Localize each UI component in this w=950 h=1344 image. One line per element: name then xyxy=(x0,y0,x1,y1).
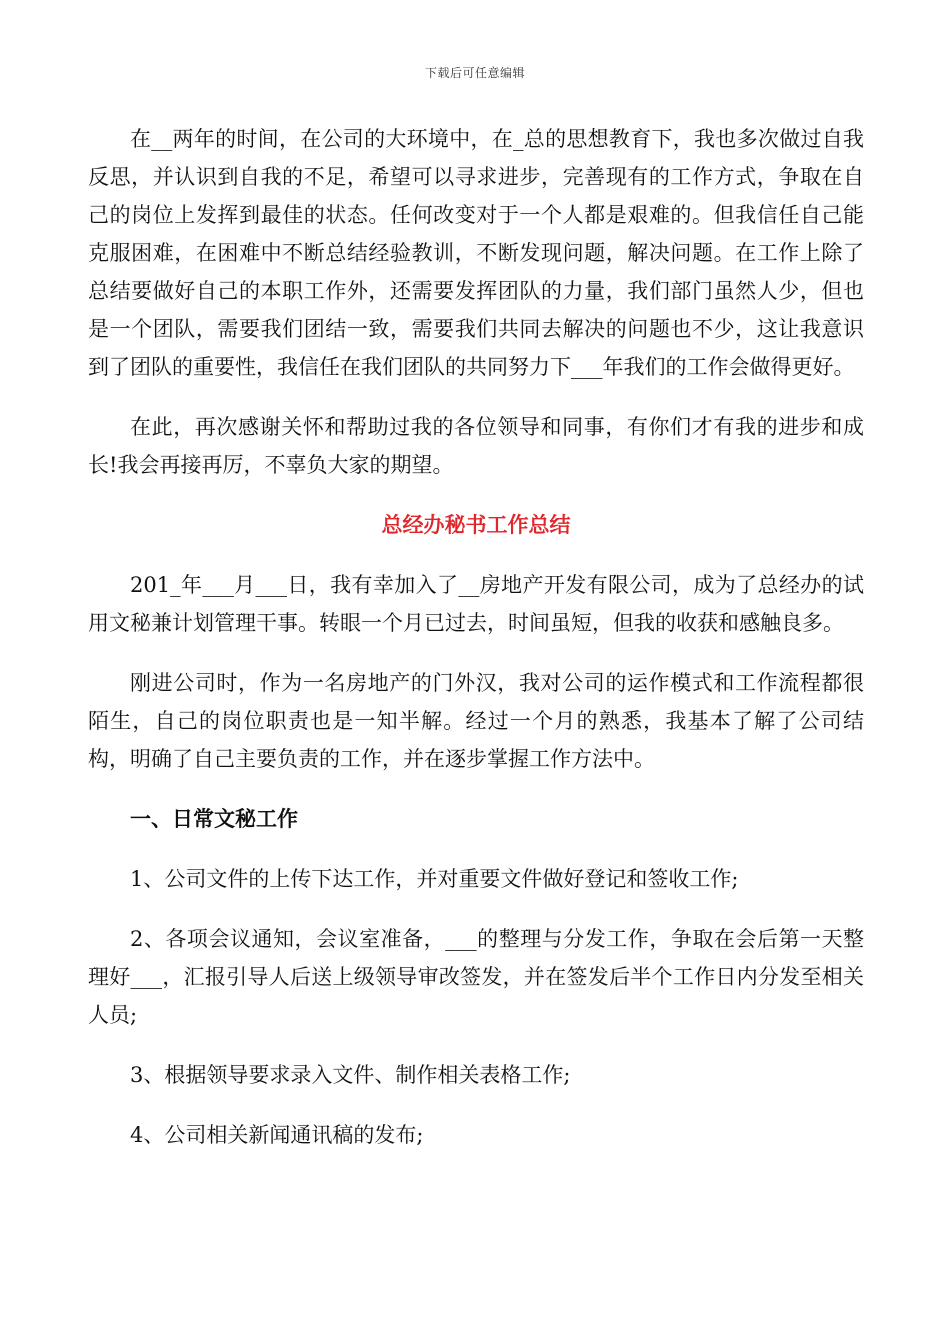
paragraph-reflection: 在__两年的时间，在公司的大环境中，在_总的思想教育下，我也多次做过自我反思，并认识到自我的不足，希望可以寻求进步，完善现有的工作方式，争取在自己的岗位上发挥到最佳的状态。任何改变对于一个人都是艰难的。但我信任自己能克服困难，在困难中不断总结经验教训，不断发现问题，解决问题。在工作上除了总结要做好自己的本职工作外，还需要发挥团队的力量，我们部门虽然人少，但也是一个团队，需要我们团结一致，需要我们共同去解决的问题也不少，这让我意识到了团队的重要性，我信任在我们团队的共同努力下___年我们的工作会做得更好。 xyxy=(88,127,864,379)
subheading-daily-secretarial-work: 一、日常文秘工作 xyxy=(130,806,298,831)
section-title: 总经办秘书工作总结 xyxy=(381,512,571,537)
list-item-2: 2、各项会议通知，会议室准备，___的整理与分发工作，争取在会后第一天整理好___，汇报引导人后送上级领导审改签发，并在签发后半个工作日内分发至相关人员; xyxy=(88,927,864,1027)
list-item-4: 4、公司相关新闻通讯稿的发布; xyxy=(130,1123,424,1147)
paragraph-joining: 201_年___月___日，我有幸加入了__房地产开发有限公司，成为了总经办的试用文秘兼计划管理干事。转眼一个月已过去，时间虽短，但我的收获和感触良多。 xyxy=(88,573,864,635)
list-item-1: 1、公司文件的上传下达工作，并对重要文件做好登记和签收工作; xyxy=(130,867,739,891)
page-header-note: 下载后可任意编辑 xyxy=(424,66,525,80)
paragraph-thanks: 在此，再次感谢关怀和帮助过我的各位领导和同事，有你们才有我的进步和成长!我会再接再厉，不辜负大家的期望。 xyxy=(88,415,864,477)
paragraph-first-impressions: 刚进公司时，作为一名房地产的门外汉，我对公司的运作模式和工作流程都很陌生，自己的岗位职责也是一知半解。经过一个月的熟悉，我基本了解了公司结构，明确了自己主要负责的工作，并在逐步掌握工作方法中。 xyxy=(88,671,864,771)
document-body xyxy=(88,120,864,1176)
list-item-3: 3、根据领导要求录入文件、制作相关表格工作; xyxy=(130,1063,571,1087)
